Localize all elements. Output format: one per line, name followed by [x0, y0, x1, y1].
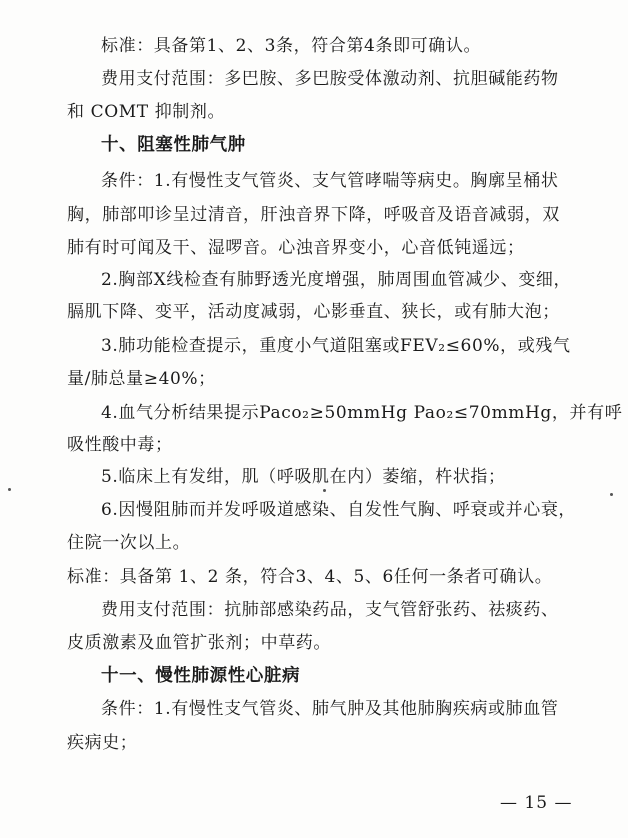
text-line: 标准：具备第1、2、3条，符合第4条即可确认。: [101, 36, 482, 56]
page-number: — 15 —: [500, 793, 573, 813]
text-line: 2.胸部X线检查有肺野透光度增强，肺周围血管减少、变细，: [101, 270, 572, 290]
text-line: 条件：1.有慢性支气管炎、支气管哮喘等病史。胸廓呈桶状: [101, 171, 559, 191]
text-line: 量/肺总量≥40%；: [67, 369, 216, 389]
text-line: 和 COMT 抑制剂。: [67, 102, 226, 122]
section-heading: 十、阻塞性肺气肿: [101, 135, 246, 155]
text-line: 条件：1.有慢性支气管炎、肺气肿及其他肺胸疾病或肺血管: [101, 699, 559, 719]
scan-mark: [610, 493, 613, 496]
scan-mark: [8, 488, 11, 491]
text-line: 肺有时可闻及干、湿啰音。心浊音界变小，心音低钝遥远；: [67, 238, 525, 258]
text-line: 费用支付范围：抗肺部感染药品，支气管舒张药、祛痰药、: [101, 600, 559, 620]
text-line: 疾病史；: [67, 733, 138, 753]
text-line: 4.血气分析结果提示Paco₂≥50mmHg Pao₂≤70mmHg，并有呼: [101, 403, 623, 423]
text-line: 3.肺功能检查提示，重度小气道阻塞或FEV₂≤60%，或残气: [101, 336, 571, 356]
text-line: 住院一次以上。: [67, 533, 191, 553]
text-line: 膈肌下降、变平，活动度减弱，心影垂直、狭长，或有肺大泡；: [67, 302, 560, 322]
text-line: 6.因慢阻肺而并发呼吸道感染、自发性气胸、呼衰或并心衰，: [101, 500, 577, 520]
text-line: 皮质激素及血管扩张剂；中草药。: [67, 633, 331, 653]
text-line: 吸性酸中毒；: [67, 435, 173, 455]
scan-mark: [323, 489, 326, 492]
section-heading: 十一、慢性肺源性心脏病: [101, 666, 301, 686]
text-line: 5.临床上有发绀，肌（呼吸肌在内）萎缩，杵状指；: [101, 467, 506, 487]
text-line: 标准：具备第 1、2 条，符合3、4、5、6任何一条者可确认。: [67, 567, 553, 587]
text-line: 费用支付范围：多巴胺、多巴胺受体激动剂、抗胆碱能药物: [101, 69, 559, 89]
text-line: 胸，肺部叩诊呈过清音，肝浊音界下降，呼吸音及语音减弱，双: [67, 205, 560, 225]
